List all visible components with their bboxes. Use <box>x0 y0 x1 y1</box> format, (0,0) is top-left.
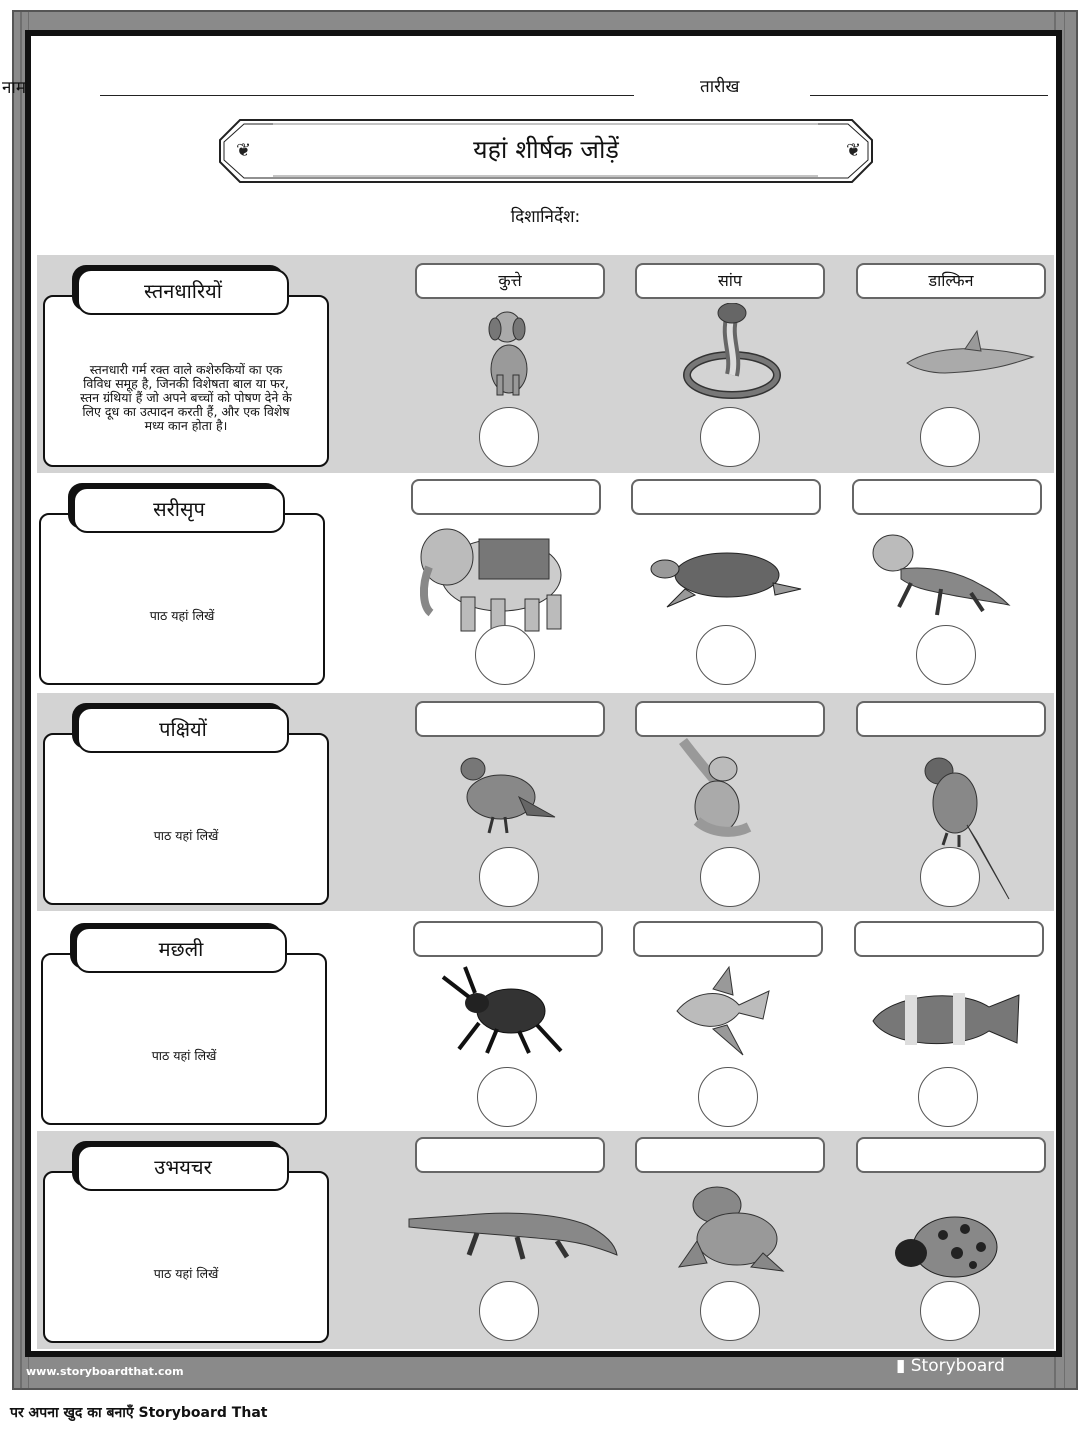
category-description[interactable] <box>43 1171 329 1343</box>
animal-label-box[interactable]: कुत्ते <box>415 263 605 299</box>
answer-circle[interactable] <box>700 407 760 467</box>
answer-circle[interactable] <box>700 847 760 907</box>
date-label: तारीख <box>700 77 740 97</box>
page-title: यहां शीर्षक जोड़ें <box>473 135 619 164</box>
description-text: पाठ यहां लिखें <box>153 1266 219 1281</box>
category-title[interactable]: पक्षियों <box>77 707 289 753</box>
category-title[interactable]: स्तनधारियों <box>77 269 289 315</box>
animal-label-box[interactable] <box>635 701 825 737</box>
directions-label: दिशानिर्देश: <box>510 207 581 227</box>
logo-icon: ▮ <box>896 1356 906 1376</box>
animal-label-box[interactable] <box>415 1137 605 1173</box>
category-description[interactable] <box>39 513 325 685</box>
svg-text:❦: ❦ <box>846 140 862 161</box>
answer-circle[interactable] <box>479 1281 539 1341</box>
animal-label-box[interactable] <box>856 701 1046 737</box>
elephant-icon <box>411 517 576 635</box>
animal-label-box[interactable] <box>411 479 601 515</box>
category-row <box>37 1131 1054 1349</box>
beetle-icon <box>439 963 567 1055</box>
credit-text[interactable]: पर अपना खुद का बनाएँ Storyboard That <box>10 1405 268 1421</box>
storyboard-logo <box>896 1356 1005 1376</box>
animal-label-box[interactable] <box>633 921 823 957</box>
dog-icon <box>477 307 547 397</box>
description-text: स्तनधारी गर्म रक्त वाले कशेरुकियों का एक विविध समूह है, जिनकी विशेषता बाल या फर, स्तन ग्रंथियां हैं जो अपने बच्चों को पोषण देने के लिए दूध का उत्पादन करती हैं, और एक विशेष मध्य कान होता है। <box>80 362 292 433</box>
category-row <box>37 913 1054 1131</box>
category-title[interactable]: मछली <box>75 927 287 973</box>
answer-circle[interactable] <box>916 625 976 685</box>
answer-circle[interactable] <box>700 1281 760 1341</box>
ladybug-icon <box>893 1213 1003 1283</box>
animal-label-box[interactable]: डाल्फिन <box>856 263 1046 299</box>
category-row <box>37 693 1054 911</box>
answer-circle[interactable] <box>696 625 756 685</box>
animal-label-box[interactable] <box>415 701 605 737</box>
animal-label-box[interactable] <box>413 921 603 957</box>
answer-circle[interactable] <box>918 1067 978 1127</box>
category-description[interactable] <box>41 953 327 1125</box>
clownfish-icon <box>869 981 1021 1057</box>
animal-label-box[interactable] <box>635 1137 825 1173</box>
animal-label-box[interactable]: सांप <box>635 263 825 299</box>
angelfish-icon <box>673 965 773 1057</box>
category-title[interactable]: सरीसृप <box>73 487 285 533</box>
category-description[interactable] <box>43 295 329 467</box>
answer-circle[interactable] <box>479 407 539 467</box>
category-title[interactable]: उभयचर <box>77 1145 289 1191</box>
title-banner[interactable] <box>218 118 874 184</box>
description-text: पाठ यहां लिखें <box>153 828 219 843</box>
answer-circle[interactable] <box>920 1281 980 1341</box>
category-description[interactable] <box>43 733 329 905</box>
category-row <box>37 473 1054 691</box>
animal-label-box[interactable] <box>852 479 1042 515</box>
animal-label-box[interactable] <box>631 479 821 515</box>
description-text: पाठ यहां लिखें <box>151 1048 217 1063</box>
dolphin-icon <box>905 327 1035 387</box>
name-line[interactable] <box>100 95 634 96</box>
footer-url[interactable]: www.storyboardthat.com <box>26 1365 184 1378</box>
category-row <box>37 255 1054 473</box>
svg-text:❦: ❦ <box>236 140 252 161</box>
answer-circle[interactable] <box>479 847 539 907</box>
name-label: नाम <box>2 78 27 98</box>
pigeon-icon <box>449 751 559 837</box>
brand-text: Storyboard <box>910 1356 1005 1376</box>
lizard-icon <box>871 529 1011 621</box>
answer-circle[interactable] <box>920 407 980 467</box>
sloth-icon <box>677 737 767 841</box>
answer-circle[interactable] <box>475 625 535 685</box>
description-text: पाठ यहां लिखें <box>149 608 215 623</box>
crocodile-icon <box>407 1203 619 1265</box>
answer-circle[interactable] <box>477 1067 537 1127</box>
animal-label-box[interactable] <box>854 921 1044 957</box>
snake-icon <box>677 303 787 403</box>
frog-icon <box>667 1181 787 1277</box>
date-line[interactable] <box>810 95 1048 96</box>
turtle-icon <box>645 549 805 609</box>
answer-circle[interactable] <box>920 847 980 907</box>
answer-circle[interactable] <box>698 1067 758 1127</box>
animal-label-box[interactable] <box>856 1137 1046 1173</box>
